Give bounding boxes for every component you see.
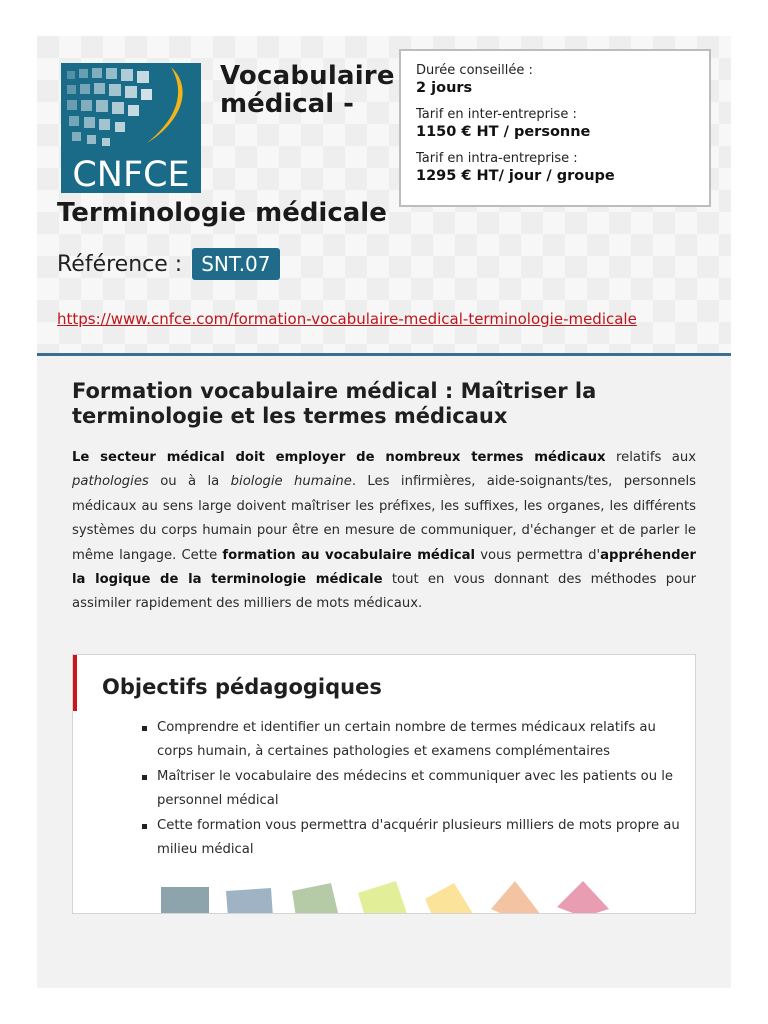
objectives-accent-bar xyxy=(73,655,77,711)
duration-label: Durée conseillée : xyxy=(416,63,533,78)
intro-bold-3: appréhender la logique de la terminologie médicale xyxy=(72,547,696,588)
intro-bold-2: formation au vocabulaire médical xyxy=(222,547,476,563)
decor-shape-4 xyxy=(358,881,408,914)
duration-value: 2 jours xyxy=(416,80,473,96)
document-page xyxy=(37,36,731,988)
section-title: Formation vocabulaire médical : Maîtriser la terminologie et les termes médicaux xyxy=(72,379,597,428)
intro-bold-1: Le secteur médical doit employer de nombreux termes médicaux xyxy=(72,450,606,465)
logo-text: CNFCE xyxy=(72,155,190,193)
title-line-2: médical - xyxy=(220,89,354,119)
intro-text-4: vous permettra d' xyxy=(475,547,601,563)
inter-price-label: Tarif en inter-entreprise : xyxy=(416,107,577,122)
reference xyxy=(57,248,280,280)
objective-item: Comprendre et identifier un certain nombre de termes médicaux relatifs au corps humain, à certaines pathologies et examens complémentaires xyxy=(141,716,681,765)
reference-badge: SNT.07 xyxy=(192,248,279,280)
objectives-list xyxy=(141,716,681,862)
intro-text-2: ou à la xyxy=(148,474,231,490)
course-url-link[interactable]: https://www.cnfce.com/formation-vocabulaire-medical-terminologie-medicale xyxy=(57,310,637,328)
reference-label: Référence : xyxy=(57,251,183,277)
cnfce-logo xyxy=(61,63,201,193)
decor-shape-6 xyxy=(491,881,541,914)
intro-text-1: relatifs aux xyxy=(605,450,696,465)
inter-price-value: 1150 € HT / personne xyxy=(416,124,591,140)
header-banner xyxy=(37,36,731,356)
objectives-title: Objectifs pédagogiques xyxy=(102,675,382,699)
title-line-1: Vocabulaire xyxy=(220,61,395,91)
decor-shape-7 xyxy=(557,881,609,914)
pricing-info-box xyxy=(399,49,711,207)
decor-shape-5 xyxy=(425,883,475,914)
intro-italic-2: biologie humaine xyxy=(230,474,352,490)
decorative-shapes xyxy=(159,881,619,914)
intra-price-label: Tarif en intra-entreprise : xyxy=(416,151,578,166)
objective-item: Cette formation vous permettra d'acquérir plusieurs milliers de mots propre au milieu médical xyxy=(141,814,681,863)
intro-paragraph xyxy=(72,446,696,617)
decor-shape-3 xyxy=(292,883,339,914)
title-line-3: Terminologie médicale xyxy=(57,198,387,228)
objectives-panel xyxy=(72,654,696,914)
objective-item: Maîtriser le vocabulaire des médecins et communiquer avec les patients ou le personnel médical xyxy=(141,765,681,814)
intro-italic-1: pathologies xyxy=(72,474,149,490)
decor-shape-2 xyxy=(226,888,273,914)
intro-text-5: tout en vous donnant des méthodes pour assimiler rapidement des milliers de mots médicaux. xyxy=(72,572,697,612)
intra-price-value: 1295 € HT/ jour / groupe xyxy=(416,168,615,184)
intro-text-3: . Les infirmières, aide-soignants/tes, personnels médicaux au sens large doivent maîtriser les préfixes, les suffixes, les organes, les différents systèmes du corps humain pour être en mesure de communiquer, d'échanger et de parler le même langage. Cette xyxy=(72,474,696,563)
decor-shape-1 xyxy=(161,887,209,914)
